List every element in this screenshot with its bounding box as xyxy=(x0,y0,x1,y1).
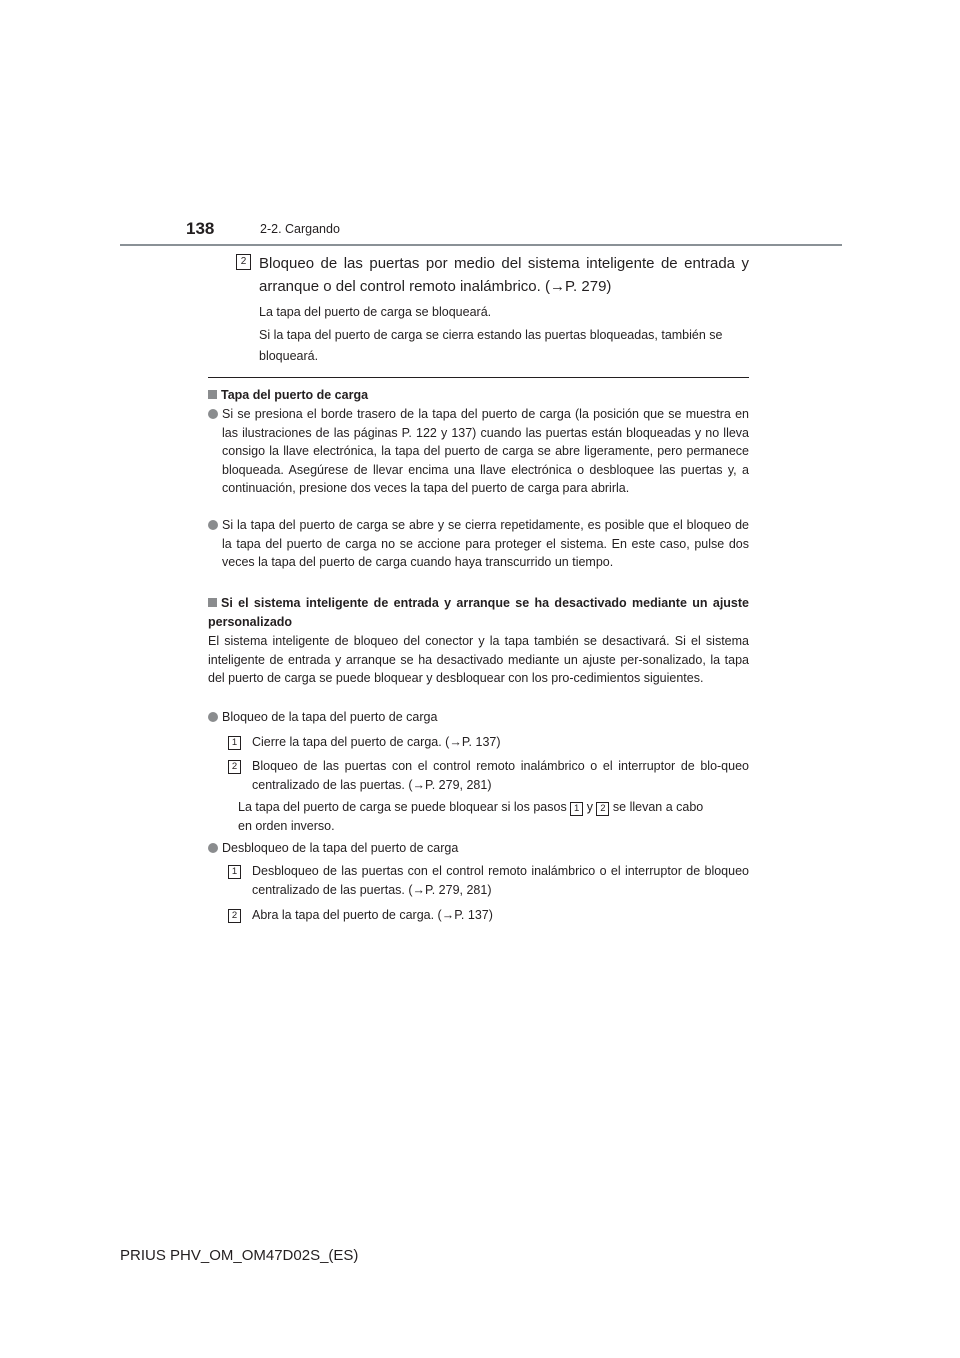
list-item xyxy=(222,839,749,858)
header-divider xyxy=(120,244,842,246)
step-note-1: La tapa del puerto de carga se bloqueará. xyxy=(259,305,492,319)
note-text: en orden inverso. xyxy=(238,818,335,833)
document-code: PRIUS PHV_OM_OM47D02S_(ES) xyxy=(120,1247,359,1264)
section-heading-charge-port-lid xyxy=(208,386,749,405)
section-title: 2-2. Cargando xyxy=(260,222,340,236)
list-item-text: Bloqueo de la tapa del puerto de carga xyxy=(222,710,438,724)
note-text: se llevan a cabo xyxy=(612,800,704,814)
list-item-text: Si se presiona el borde trasero de la tapa del puerto de carga (la posición que se muestra en las ilustraciones de las páginas P. 122 y 137) cuando las puertas están bloqueadas y no lleva consigo la llave electrónica, la tapa del puerto de carga se abre ligeramente, pero permanece bloqueada. Asegúrese de llevar encima una llave electrónica o desbloquee las puertas y, a continuación, presione dos veces la tapa del puerto de carga para abrirla. xyxy=(222,407,749,495)
note-text: y xyxy=(586,800,593,814)
section-divider xyxy=(208,377,749,378)
bullet-dot-icon xyxy=(208,520,218,530)
step-heading: Bloqueo de las puertas por medio del sistema inteligente de entrada y arranque o del control remoto inalámbrico. (→P. 279) xyxy=(259,255,749,295)
section-heading-text: Si el sistema inteligente de entrada y arranque se ha desactivado mediante un ajuste personalizado xyxy=(208,596,749,629)
numbered-step xyxy=(231,906,749,925)
bullet-dot-icon xyxy=(208,843,218,853)
step-text: Desbloqueo de las puertas con el control remoto inalámbrico o el interruptor de bloqueo centralizado de las puertas. (→P. 279, 281) xyxy=(252,864,749,897)
step-text: Abra la tapa del puerto de carga. (→P. 137) xyxy=(252,908,493,922)
step-number-badge: 2 xyxy=(228,909,241,923)
step-ref-badge: 1 xyxy=(570,802,583,816)
numbered-step xyxy=(231,862,749,899)
bullet-dot-icon xyxy=(208,712,218,722)
step-note-2: Si la tapa del puerto de carga se cierra estando las puertas bloqueadas, también se bloqueará. xyxy=(259,328,723,363)
step-number-badge: 2 xyxy=(228,760,241,774)
bullet-dot-icon xyxy=(208,409,218,419)
square-bullet-icon xyxy=(208,390,217,399)
step-number-badge: 1 xyxy=(228,736,241,750)
step-number-badge: 1 xyxy=(228,865,241,879)
square-bullet-icon xyxy=(208,598,217,607)
list-item xyxy=(222,516,749,572)
section-heading-smart-entry xyxy=(208,594,749,631)
paragraph: El sistema inteligente de bloqueo del conector y la tapa también se desactivará. Si el sistema inteligente de entrada y arranque se ha desactivado mediante un ajuste per-sonalizado, la tapa del puerto de carga se puede bloquear y desbloquear con los pro-cedimientos siguientes. xyxy=(208,634,749,685)
lock-note xyxy=(238,798,749,835)
list-item-text: Si la tapa del puerto de carga se abre y se cierra repetidamente, es posible que el bloqueo de la tapa del puerto de carga no se accione para proteger el sistema. En este caso, pulse dos veces la tapa del puerto de carga cuando haya transcurrido un tiempo. xyxy=(222,518,749,569)
numbered-step xyxy=(231,733,749,752)
list-item-text: Desbloqueo de la tapa del puerto de carga xyxy=(222,841,459,855)
section-heading-text: Tapa del puerto de carga xyxy=(221,388,369,402)
step-text: Cierre la tapa del puerto de carga. (→P. 137) xyxy=(252,735,501,749)
numbered-step xyxy=(231,757,749,794)
note-text: La tapa del puerto de carga se puede bloquear si los pasos xyxy=(238,800,567,814)
list-item xyxy=(222,708,749,727)
step-ref-badge: 2 xyxy=(596,802,609,816)
list-item xyxy=(222,405,749,498)
step-text: Bloqueo de las puertas con el control remoto inalámbrico o el interruptor de blo-queo centralizado de las puertas. (→P. 279, 281) xyxy=(252,759,749,792)
step-badge: 2 xyxy=(236,254,251,270)
page-number: 138 xyxy=(186,219,215,238)
